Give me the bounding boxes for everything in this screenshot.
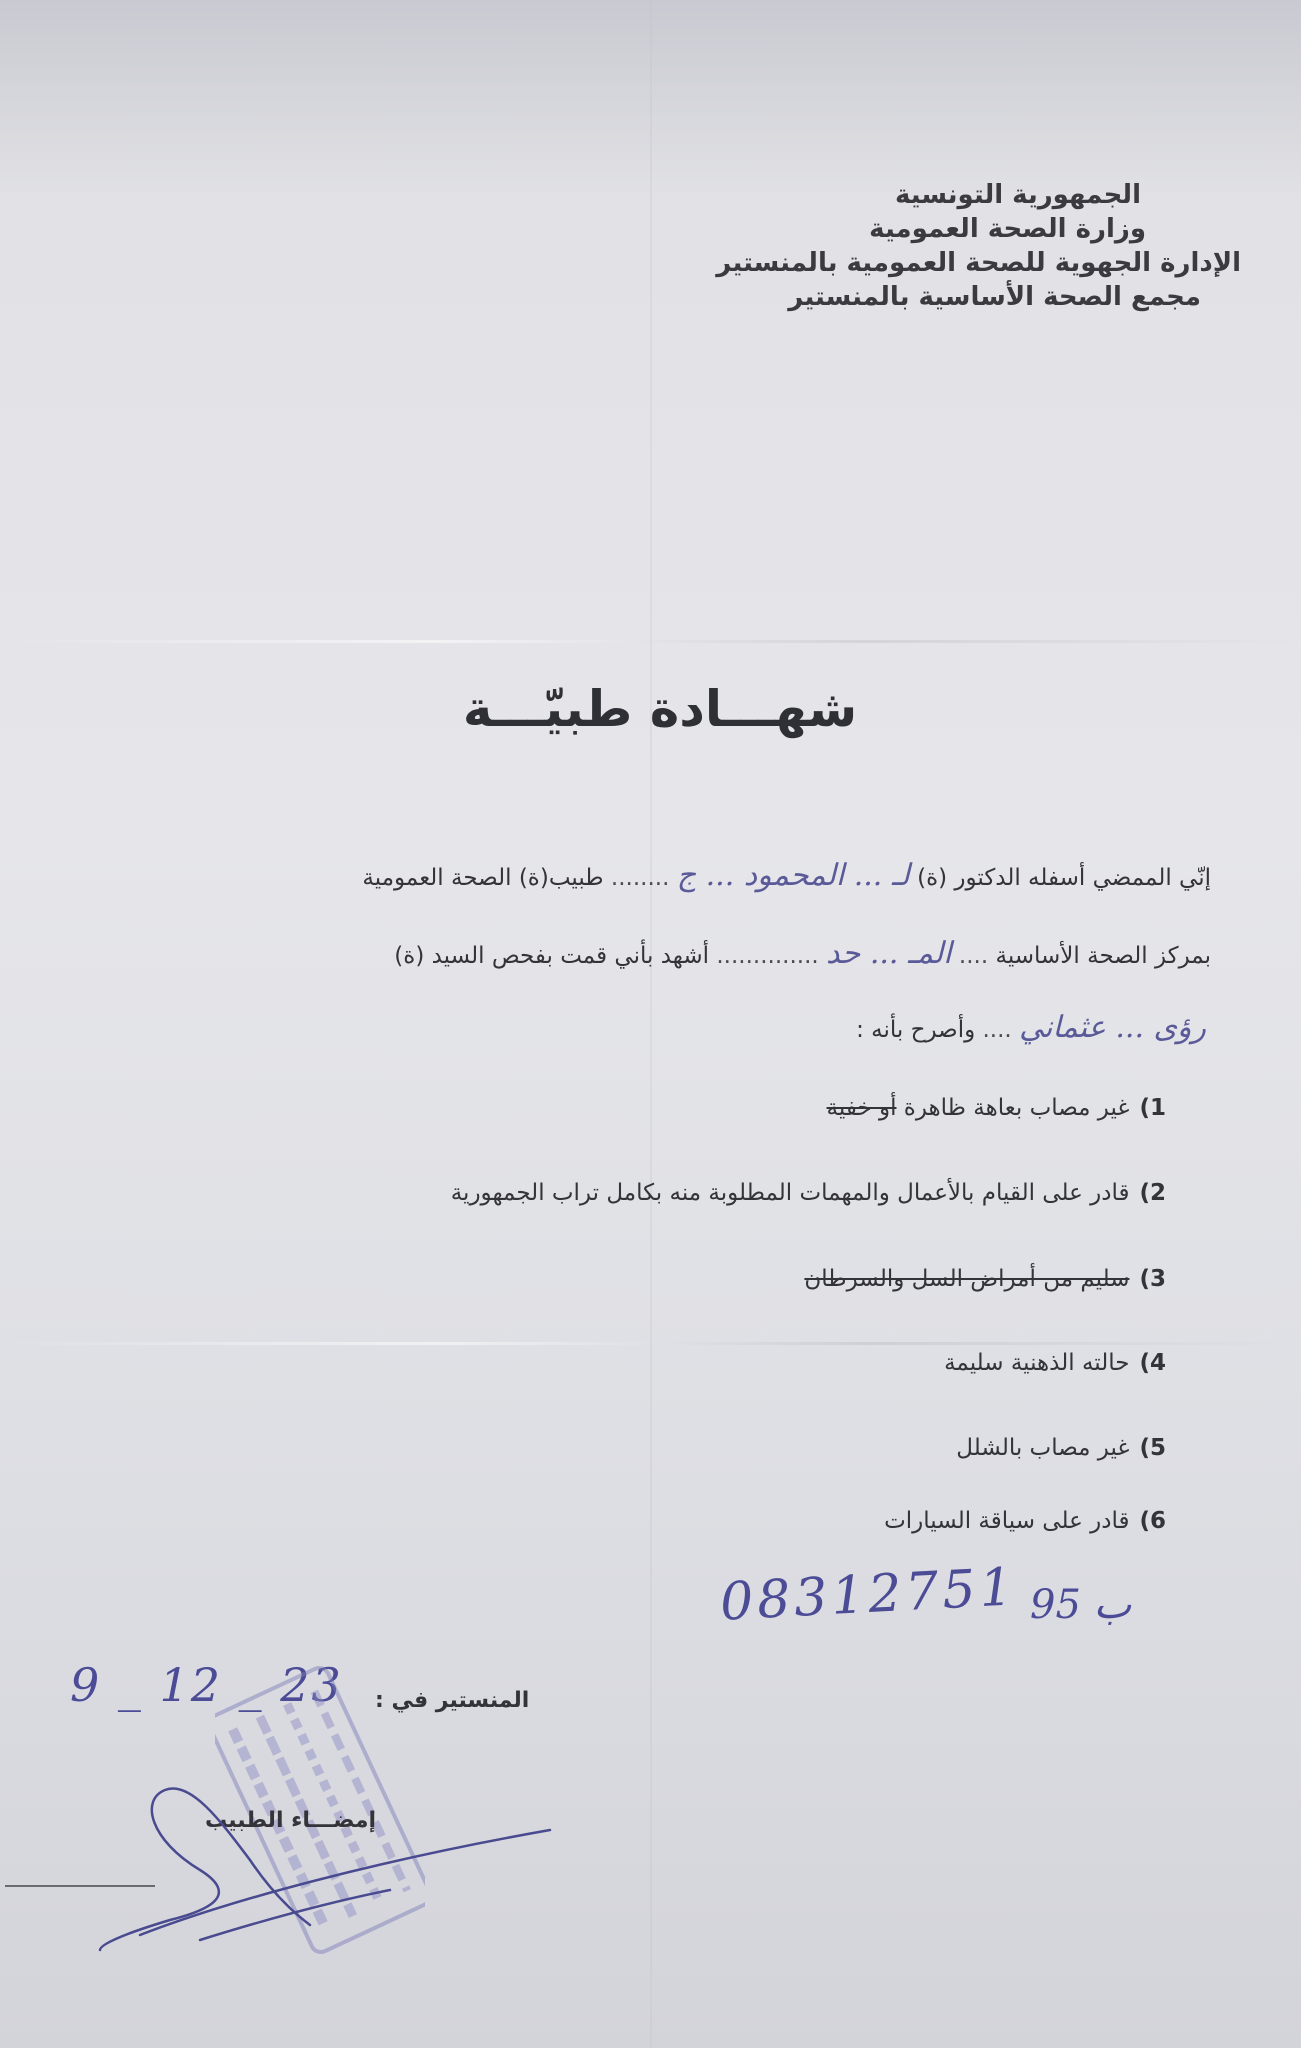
declaration-text: وأصرح بأنه : bbox=[856, 1017, 976, 1043]
center-intro-text: بمركز الصحة الأساسية bbox=[995, 943, 1211, 969]
paragraph-line-2 bbox=[394, 936, 1211, 971]
margin-line bbox=[5, 1885, 155, 1887]
date-label: المنستير في : bbox=[375, 1688, 530, 1713]
item-number: 5) bbox=[1139, 1435, 1166, 1461]
item-text: قادر على القيام بالأعمال والمهمات المطلوبة منه بكامل تراب الجمهورية bbox=[450, 1180, 1130, 1206]
dotted-fill: .... bbox=[982, 1017, 1012, 1043]
item-number: 4) bbox=[1139, 1350, 1166, 1376]
header-health-complex: مجمع الصحة الأساسية بالمنستير bbox=[788, 282, 1201, 312]
header-regional-directorate: الإدارة الجهوية للصحة العمومية بالمنستير bbox=[716, 248, 1241, 278]
doctor-title-text: طبيب(ة) الصحة العمومية bbox=[362, 865, 604, 891]
item-text-struck: سليم من أمراض السل والسرطان bbox=[804, 1266, 1130, 1292]
item-text: غير مصاب بعاهة ظاهرة bbox=[903, 1095, 1130, 1121]
dotted-fill: ........ bbox=[610, 865, 670, 891]
dotted-fill: .............. bbox=[716, 943, 819, 969]
header-country: الجمهورية التونسية bbox=[894, 180, 1141, 210]
list-item bbox=[944, 1350, 1166, 1376]
handwritten-number: 08312751 bbox=[718, 1557, 1019, 1633]
item-text: غير مصاب بالشلل bbox=[956, 1435, 1130, 1461]
paper-fold-line-vertical bbox=[650, 0, 652, 2048]
signature-label: إمضـــاء الطبيب bbox=[205, 1808, 377, 1833]
center-name-handwritten: المـ ... حد bbox=[826, 936, 952, 971]
item-text-struck: أو خفية bbox=[826, 1095, 897, 1121]
item-text: قادر على سياقة السيارات bbox=[884, 1508, 1130, 1534]
item-text: حالته الذهنية سليمة bbox=[944, 1350, 1130, 1376]
list-item bbox=[804, 1266, 1166, 1292]
letterhead bbox=[681, 178, 1241, 314]
header-ministry: وزارة الصحة العمومية bbox=[869, 214, 1146, 244]
item-number: 3) bbox=[1139, 1266, 1166, 1292]
doctor-name-handwritten: لـ ... المحمود ... ج bbox=[676, 858, 910, 893]
list-item bbox=[956, 1435, 1166, 1461]
paragraph-line-1 bbox=[362, 858, 1211, 893]
dotted-fill: .... bbox=[958, 943, 989, 969]
doctor-intro-text: إنّي الممضي أسفله الدكتور (ة) bbox=[917, 865, 1211, 891]
document-title: شهـــادة طبيّـــة bbox=[462, 680, 858, 738]
list-item bbox=[827, 1095, 1166, 1121]
handwritten-prefix: ب 95 bbox=[1030, 1582, 1132, 1628]
item-number: 1) bbox=[1139, 1095, 1166, 1121]
item-number: 6) bbox=[1139, 1508, 1166, 1534]
date-handwritten: 9 _ 12 _ 23 bbox=[70, 1658, 343, 1712]
doctor-signature bbox=[80, 1760, 580, 1960]
paragraph-line-3 bbox=[856, 1010, 1206, 1045]
list-item bbox=[884, 1508, 1166, 1534]
item-number: 2) bbox=[1139, 1180, 1166, 1206]
patient-name-handwritten: رؤى ... عثماني bbox=[1019, 1010, 1206, 1045]
examination-text: أشهد بأني قمت بفحص السيد (ة) bbox=[394, 943, 710, 969]
list-item bbox=[451, 1180, 1166, 1206]
